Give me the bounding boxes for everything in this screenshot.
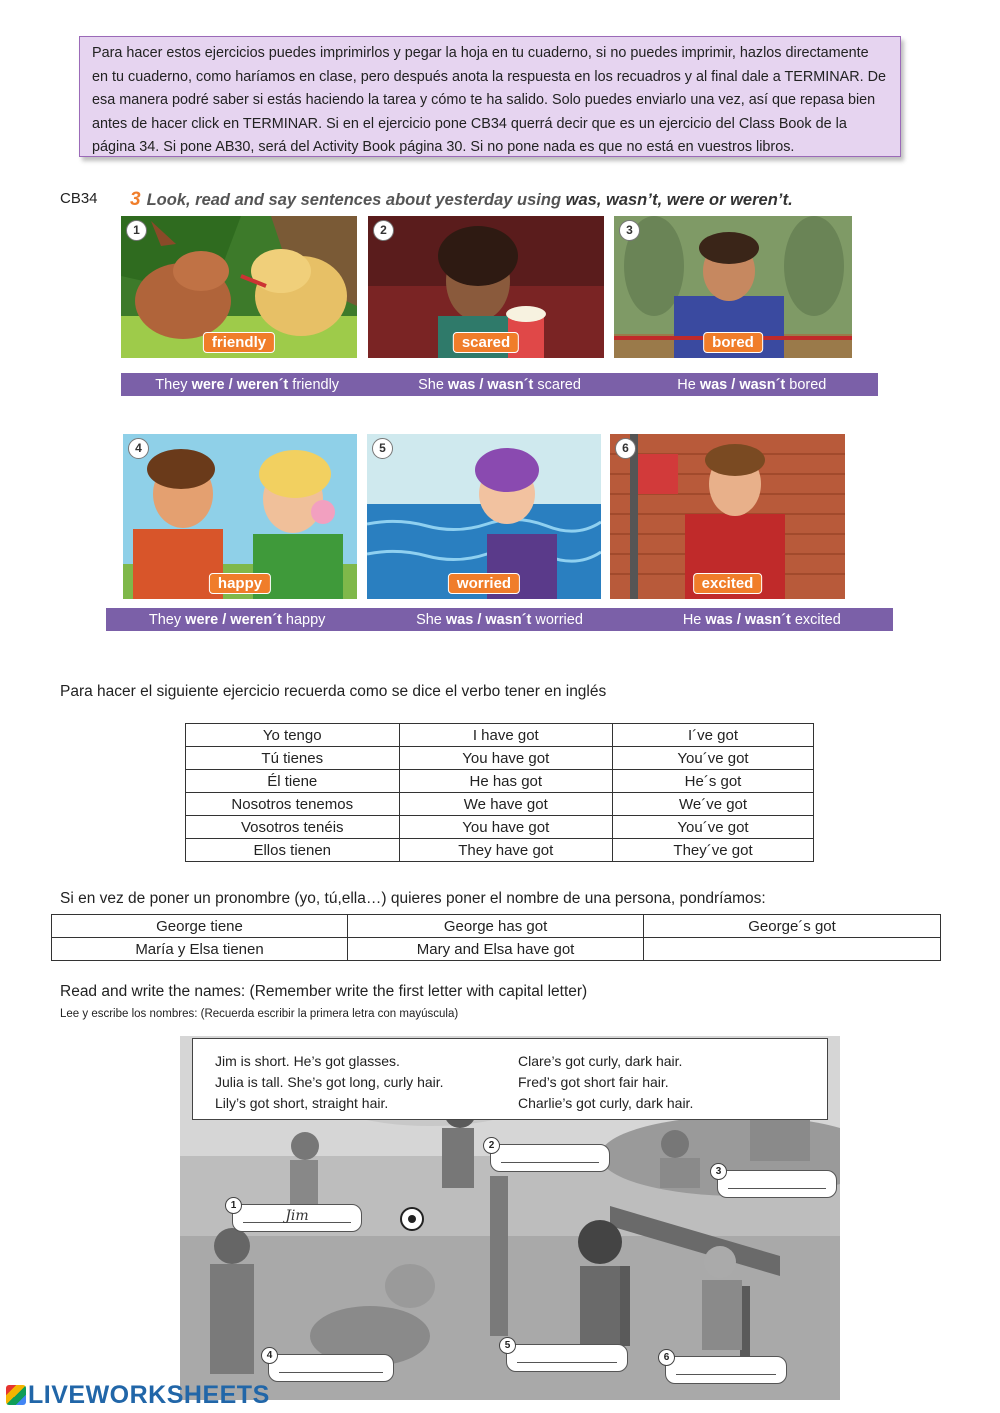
tener-cell: Él tiene — [186, 770, 400, 793]
names-cell: George´s got — [644, 915, 941, 938]
picture-number: 2 — [373, 220, 394, 241]
tener-cell: They´ve got — [613, 839, 814, 862]
names-cell: Mary and Elsa have got — [348, 938, 644, 961]
brand-name: LIVEWORKSHEETS — [28, 1381, 270, 1409]
tener-cell: He has got — [399, 770, 613, 793]
caption-2: She was / wasn´t scared — [418, 376, 581, 393]
tener-row — [186, 724, 814, 747]
label-number: 6 — [658, 1349, 675, 1366]
tener-row — [186, 770, 814, 793]
exercise-title-text: Look, read and say sentences about yesterday using — [146, 191, 566, 209]
names-cell: María y Elsa tienen — [52, 938, 348, 961]
description-line: Clare’s got curly, dark hair. — [518, 1053, 683, 1069]
exercise2-subtitle: Lee y escribe los nombres: (Recuerda escribir la primera letra con mayúscula) — [60, 1008, 459, 1020]
names-cell: George tiene — [52, 915, 348, 938]
caption-choice[interactable]: was / wasn´t — [447, 376, 534, 393]
tener-cell: Tú tienes — [186, 747, 400, 770]
descriptions-left — [215, 1051, 444, 1114]
picture-number: 5 — [372, 438, 393, 459]
answer-box-2[interactable] — [488, 1140, 610, 1172]
label-number: 1 — [225, 1197, 242, 1214]
descriptions-right — [518, 1051, 693, 1114]
tener-cell: You´ve got — [613, 816, 814, 839]
instructions-box — [79, 36, 901, 157]
label-number: 2 — [483, 1137, 500, 1154]
tener-cell: He´s got — [613, 770, 814, 793]
answer-text[interactable]: Jim — [285, 1208, 309, 1224]
instructions-text: Para hacer estos ejercicios puedes imprimirlos y pegar la hoja en tu cuaderno, si no puedes imprimir, hazlos directamente en tu cuaderno, como haríamos en clase, pero después anota la respuesta en los recuadros y al final dale a TERMINAR. De esa manera podré saber si estás haciendo la tarea y cómo te ha salido. Solo puedes enviarlo una vez, así que repasa bien antes de hacer click en TERMINAR. Si en el ejercicio pone CB34 querrá decir que es un ejercicio del Class Book de la página 34. Si pone AB30, será del Activity Book página 30. Si no pone nada es que no está en vuestros libros. — [92, 45, 887, 156]
adjective-label: excited — [693, 573, 763, 594]
caption-bar-row-1 — [121, 373, 878, 396]
tener-cell: Ellos tienen — [186, 839, 400, 862]
caption-bar-row-2 — [106, 608, 893, 631]
picture-number: 1 — [126, 220, 147, 241]
exercise-code: CB34 — [60, 190, 98, 207]
picture-number: 3 — [619, 220, 640, 241]
tener-cell: We have got — [399, 793, 613, 816]
picture-2-girl-scared — [368, 216, 604, 358]
tener-cell: You have got — [399, 747, 613, 770]
tener-cell: Vosotros tenéis — [186, 816, 400, 839]
adjective-label: bored — [703, 332, 763, 353]
caption-4: They were / weren´t happy — [148, 611, 326, 628]
picture-5-girl-pool-worried — [367, 434, 601, 599]
caption-choice[interactable]: was / wasn´t — [705, 611, 791, 628]
brand-icon — [6, 1385, 26, 1405]
answer-box-1[interactable] — [230, 1200, 362, 1232]
picture-1-dogs — [121, 216, 357, 358]
descriptions-box — [192, 1038, 828, 1120]
label-number: 3 — [710, 1163, 727, 1180]
caption-3: He was / wasn´t bored — [677, 376, 827, 393]
adjective-label: worried — [448, 573, 520, 594]
tener-cell: I have got — [399, 724, 613, 747]
exercise-title — [130, 189, 793, 211]
picture-number: 4 — [128, 438, 149, 459]
names-cell — [644, 938, 941, 961]
adjective-label: scared — [453, 332, 519, 353]
names-cell: George has got — [348, 915, 644, 938]
picture-6-boy-excited — [610, 434, 845, 599]
caption-5: She was / wasn´t worried — [416, 611, 583, 628]
brand-logo[interactable] — [6, 1381, 270, 1410]
description-line: Jim is short. He’s got glasses. — [215, 1053, 400, 1069]
names-row — [52, 938, 941, 961]
description-line: Fred’s got short fair hair. — [518, 1074, 669, 1090]
label-number: 4 — [261, 1347, 278, 1364]
exercise2-title: Read and write the names: (Remember write the first letter with capital letter) — [60, 983, 588, 1000]
answer-box-4[interactable] — [266, 1350, 394, 1382]
park-scene — [180, 1036, 840, 1400]
picture-4-kids-happy — [123, 434, 357, 599]
adjective-label: happy — [209, 573, 271, 594]
tener-row — [186, 839, 814, 862]
tener-cell: They have got — [399, 839, 613, 862]
caption-1: They were / weren´t friendly — [155, 376, 340, 393]
tener-intro: Para hacer el siguiente ejercicio recuerda como se dice el verbo tener en inglés — [60, 683, 607, 700]
label-number: 5 — [499, 1337, 516, 1354]
tener-cell: You have got — [399, 816, 613, 839]
answer-box-5[interactable] — [504, 1340, 628, 1372]
caption-choice[interactable]: was / wasn´t — [445, 611, 532, 628]
exercise-title-keywords: was, wasn’t, were or weren’t. — [565, 191, 793, 209]
names-intro: Si en vez de poner un pronombre (yo, tú,ella…) quieres poner el nombre de una persona, pondríamos: — [60, 890, 766, 907]
names-row — [52, 915, 941, 938]
tener-row — [186, 816, 814, 839]
caption-6: He was / wasn´t excited — [682, 611, 841, 628]
tener-table — [185, 723, 814, 862]
answer-box-6[interactable] — [663, 1352, 787, 1384]
tener-cell: Nosotros tenemos — [186, 793, 400, 816]
answer-box-3[interactable] — [715, 1166, 837, 1198]
adjective-label: friendly — [203, 332, 275, 353]
description-line: Julia is tall. She’s got long, curly hair. — [215, 1074, 444, 1090]
tener-row — [186, 747, 814, 770]
caption-choice[interactable]: was / wasn´t — [699, 376, 786, 393]
tener-row — [186, 793, 814, 816]
caption-choice[interactable]: were / weren´t — [185, 611, 282, 628]
tener-cell: We´ve got — [613, 793, 814, 816]
description-line: Lily’s got short, straight hair. — [215, 1095, 389, 1111]
tener-cell: Yo tengo — [186, 724, 400, 747]
description-line: Charlie’s got curly, dark hair. — [518, 1095, 694, 1111]
tener-cell: You´ve got — [613, 747, 814, 770]
names-table — [51, 914, 941, 961]
tener-cell: I´ve got — [613, 724, 814, 747]
picture-number: 6 — [615, 438, 636, 459]
exercise-number: 3 — [130, 189, 141, 210]
caption-choice[interactable]: were / weren´t — [191, 376, 289, 393]
picture-3-boy-bored — [614, 216, 852, 358]
